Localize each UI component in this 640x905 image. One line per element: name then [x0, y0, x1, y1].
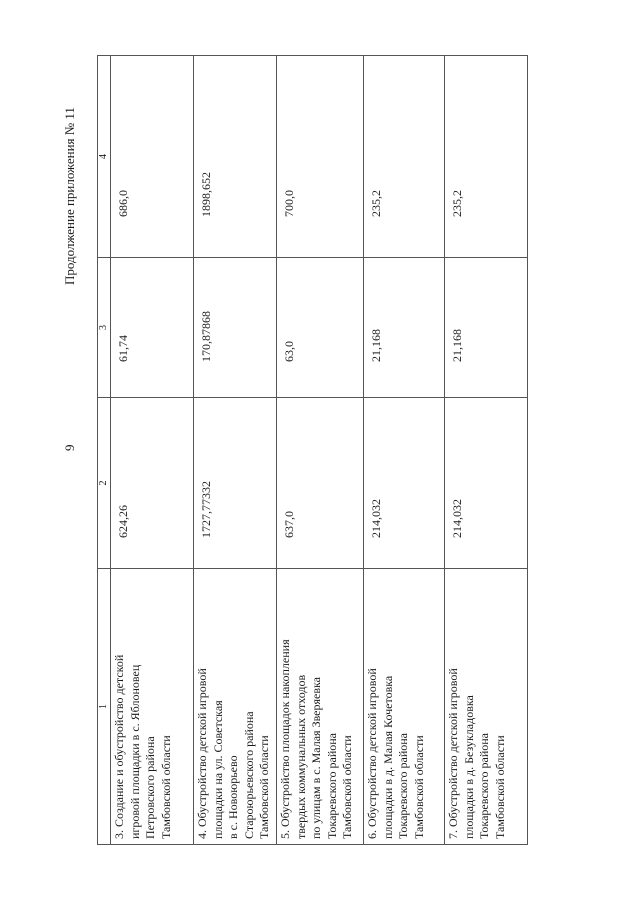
- description-line: площадки на ул. Советская: [210, 700, 225, 839]
- col2-value: 214,032: [445, 398, 528, 569]
- column-number: 2: [98, 398, 111, 569]
- continuation-title: Продолжение приложения № 11: [62, 107, 77, 285]
- description-line: Тамбовской области: [411, 735, 426, 839]
- description-line: Петровского района: [143, 736, 157, 839]
- row-description: [364, 569, 445, 845]
- col3-value: 61,74: [111, 258, 194, 398]
- col3-value: 63,0: [277, 258, 364, 398]
- description-line: твердых коммунальных отходов: [293, 674, 308, 839]
- description-line: по улицам в с. Малая Зверяевка: [309, 677, 323, 839]
- description-line: Тамбовской области: [158, 735, 173, 839]
- col4-value: 686,0: [111, 56, 194, 258]
- col2-value: 637,0: [277, 398, 364, 569]
- col3-value: 21,168: [364, 258, 445, 398]
- description-line: Тамбовской области: [492, 735, 507, 839]
- column-number: 3: [98, 258, 111, 398]
- row-description: [277, 569, 364, 845]
- col2-value: 624,26: [111, 398, 194, 569]
- description-line: игровой площадки в с. Яблоновец: [127, 664, 142, 839]
- description-line: Токаревского района: [477, 733, 491, 839]
- description-line: площадки в д. Безукладовка: [461, 695, 476, 839]
- description-line: площадки в д. Малая Кочетовка: [380, 675, 395, 839]
- col2-value: 1727,77332: [194, 398, 277, 569]
- row-description: [111, 569, 194, 845]
- description-line: Тамбовской области: [257, 735, 271, 839]
- description-line: 5. Обустройство площадок накопления: [278, 639, 292, 839]
- description-line: Староюрьевского района: [241, 711, 256, 839]
- description-line: Токаревского района: [396, 733, 410, 839]
- table-row: [445, 56, 528, 845]
- col4-value: 700,0: [277, 56, 364, 258]
- row-description: [194, 569, 277, 845]
- table-row: [194, 56, 277, 845]
- col3-value: 21,168: [445, 258, 528, 398]
- col2-value: 214,032: [364, 398, 445, 569]
- appendix-table: [97, 55, 528, 845]
- description-line: Токаревского района: [324, 733, 339, 839]
- description-line: 7. Обустройство детской игровой: [446, 668, 460, 839]
- description-line: Тамбовской области: [340, 735, 354, 839]
- col3-value: 170,87868: [194, 258, 277, 398]
- col4-value: 235,2: [364, 56, 445, 258]
- column-number-row: [98, 56, 111, 845]
- table-row: [277, 56, 364, 845]
- col4-value: 1898,652: [194, 56, 277, 258]
- column-number: 1: [98, 569, 111, 845]
- description-line: 6. Обустройство детской игровой: [365, 668, 379, 839]
- column-number: 4: [98, 56, 111, 258]
- table-row: [111, 56, 194, 845]
- description-line: 4. Обустройство детской игровой: [195, 668, 209, 839]
- description-line: в с. Новоюрьево: [226, 755, 240, 839]
- col4-value: 235,2: [445, 56, 528, 258]
- page-number: 9: [62, 444, 77, 451]
- table-row: [364, 56, 445, 845]
- row-description: [445, 569, 528, 845]
- description-line: 3. Создание и обустройство детской: [112, 654, 126, 839]
